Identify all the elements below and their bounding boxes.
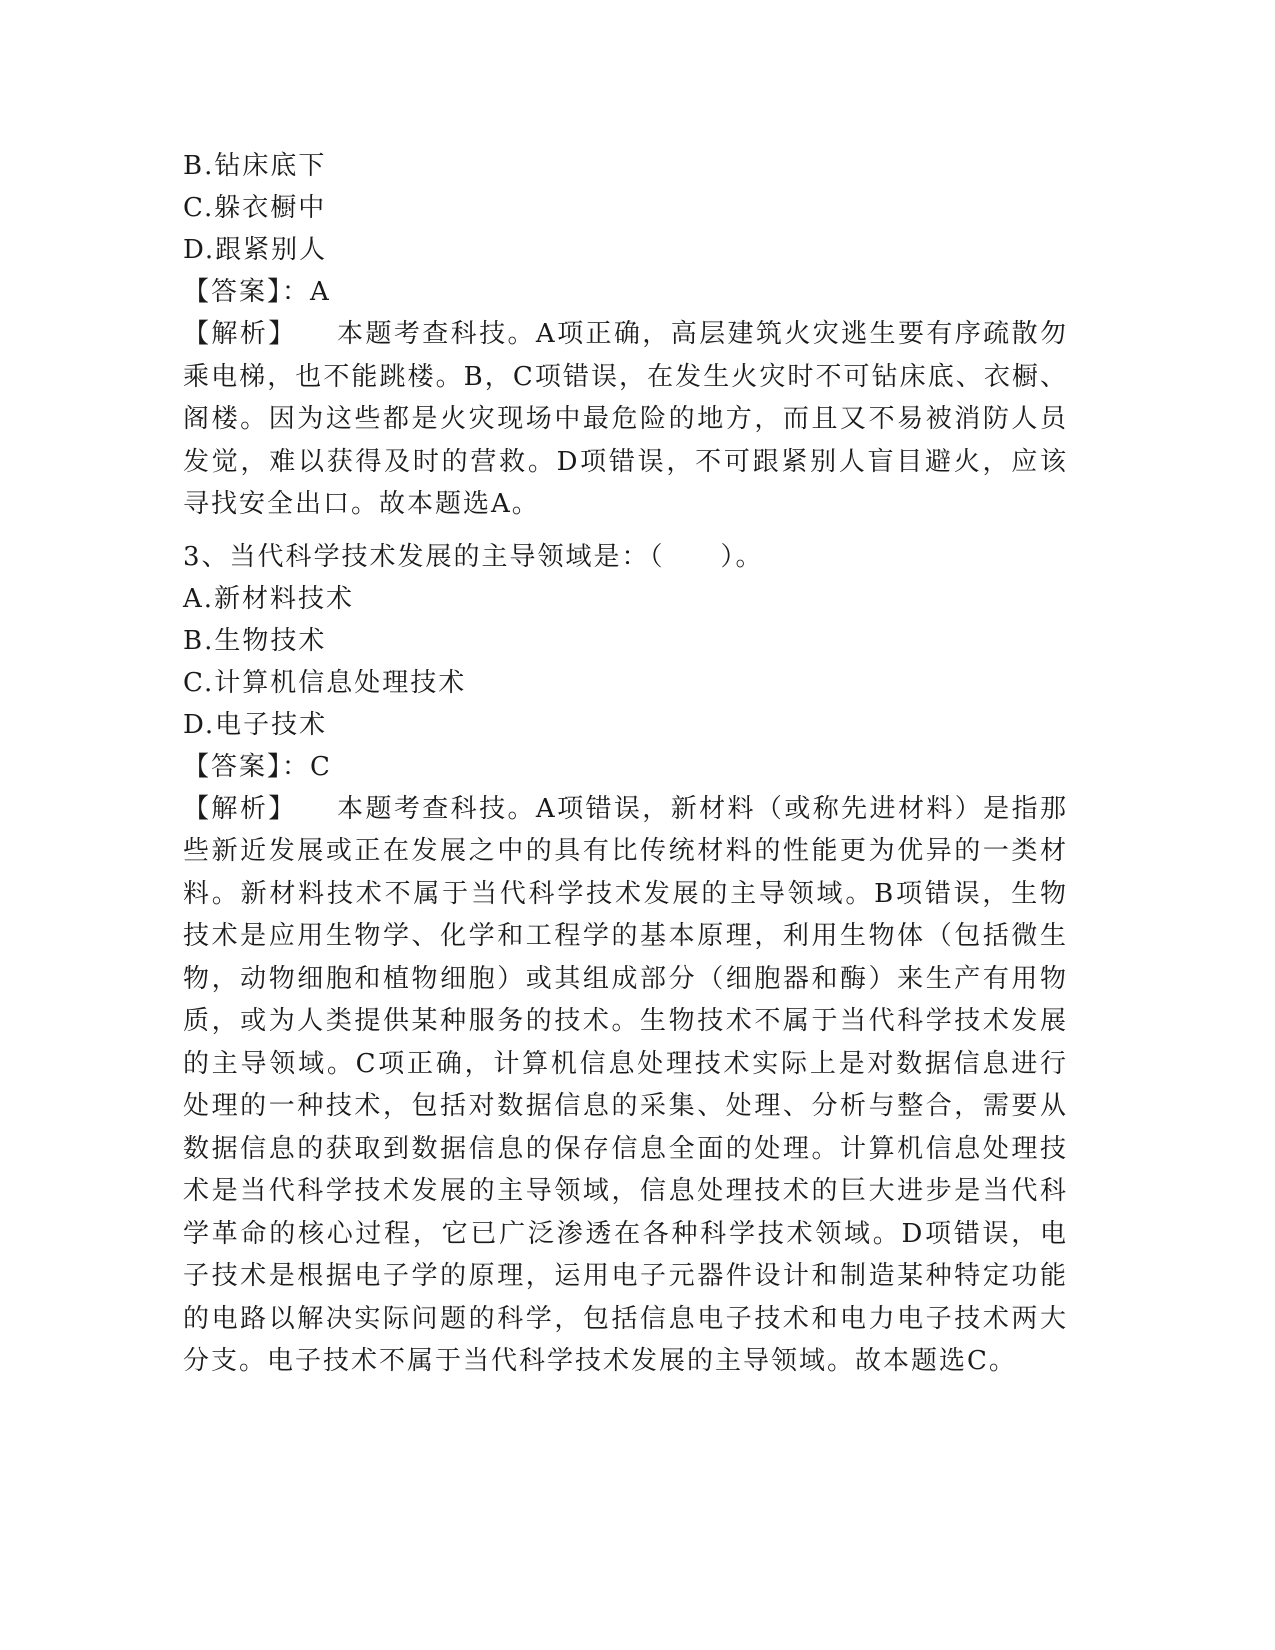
question-2-block bbox=[183, 145, 1083, 526]
option-d: D.跟紧别人 bbox=[183, 235, 328, 265]
option-c: C.计算机信息处理技术 bbox=[183, 667, 467, 698]
analysis-label: 【解析】 bbox=[183, 319, 297, 349]
question-3-block bbox=[183, 536, 1083, 1383]
analysis-paragraph bbox=[183, 788, 1068, 1383]
analysis-text: 本题考查科技。A项正确，高层建筑火灾逃生要有序疏散勿乘电梯，也不能跳楼。B，C项错误，在发生火灾时不可钻床底、衣橱、阁楼。因为这些都是火灾现场中最危险的地方，而且又不易被消防人员发觉，难以获得及时的营救。D项错误，不可跟紧别人盲目避火，应该寻找安全出口。故本题选A。 bbox=[183, 319, 1068, 519]
answer-line bbox=[183, 271, 1083, 313]
answer-label: 【答案】： bbox=[183, 277, 311, 307]
document-page bbox=[183, 145, 1083, 1383]
analysis-label: 【解析】 bbox=[183, 793, 297, 824]
analysis-paragraph bbox=[183, 313, 1068, 526]
answer-value: C bbox=[310, 751, 332, 782]
option-b: B.生物技术 bbox=[183, 625, 327, 656]
question-text: 3、当代科学技术发展的主导领域是：（ ）。 bbox=[183, 541, 764, 572]
answer-line bbox=[183, 746, 1083, 788]
option-c: C.躲衣橱中 bbox=[183, 193, 327, 223]
analysis-text: 本题考查科技。A项错误，新材料（或称先进材料）是指那些新近发展或正在发展之中的具有比传统材料的性能更为优异的一类材料。新材料技术不属于当代科学技术发展的主导领域。B项错误，生物技术是应用生物学、化学和工程学的基本原理，利用生物体（包括微生物，动物细胞和植物细胞）或其组成部分（细胞器和酶）来生产有用物质，或为人类提供某种服务的技术。生物技术不属于当代科学技术发展的主导领域。C项正确，计算机信息处理技术实际上是对数据信息进行处理的一种技术，包括对数据信息的采集、处理、分析与整合，需要从数据信息的获取到数据信息的保存信息全面的处理。计算机信息处理技术是当代科学技术发展的主导领域，信息处理技术的巨大进步是当代科学革命的核心过程，它已广泛渗透在各种科学技术领域。D项错误，电子技术是根据电子学的原理，运用电子元器件设计和制造某种特定功能的电路以解决实际问题的科学，包括信息电子技术和电力电子技术两大分支。电子技术不属于当代科学技术发展的主导领域。故本题选C。 bbox=[183, 793, 1068, 1376]
option-d: D.电子技术 bbox=[183, 709, 328, 740]
option-b: B.钻床底下 bbox=[183, 151, 327, 181]
answer-label: 【答案】： bbox=[183, 751, 311, 782]
answer-value: A bbox=[310, 277, 331, 307]
option-a: A.新材料技术 bbox=[183, 583, 355, 614]
